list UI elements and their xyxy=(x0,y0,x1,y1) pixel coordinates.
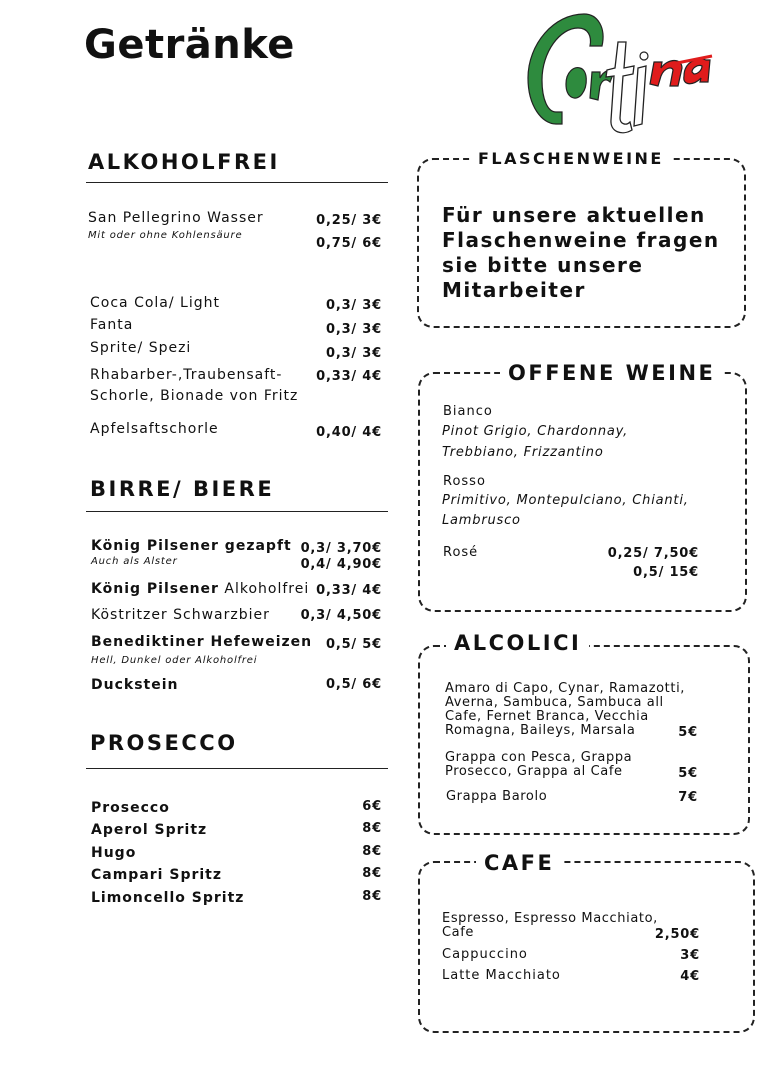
menu-item-name: Köstritzer Schwarzbier xyxy=(91,607,270,623)
menu-item-name-line2: Schorle, Bionade von Fritz xyxy=(90,388,299,404)
menu-item-name: Limoncello Spritz xyxy=(91,890,245,906)
wine-list: Lambrusco xyxy=(442,513,521,528)
menu-item-price: 8€ xyxy=(362,821,382,836)
wine-label-rose: Rosé xyxy=(443,545,479,560)
menu-item-price: 0,3/ 3€ xyxy=(326,298,382,313)
flaschenweine-text xyxy=(442,203,720,303)
menu-item-price: 0,3/ 3€ xyxy=(326,346,382,361)
alcolici-line: Cafe, Fernet Branca, Vecchia xyxy=(445,709,649,724)
menu-item-price: 0,75/ 6€ xyxy=(316,236,382,251)
menu-item-name: Fanta xyxy=(90,317,134,333)
menu-item-price: 0,33/ 4€ xyxy=(316,583,382,598)
cafe-item-name: Cappuccino xyxy=(442,947,528,962)
menu-item-name: Rhabarber-,Traubensaft- xyxy=(90,367,283,383)
page-title: Getränke xyxy=(84,22,295,68)
menu-item-price: 0,40/ 4€ xyxy=(316,425,382,440)
cafe-price: 4€ xyxy=(680,969,700,984)
wine-list: Trebbiano, Frizzantino xyxy=(442,445,604,460)
alcolici-line: Romagna, Baileys, Marsala xyxy=(445,723,636,738)
flaschenweine-line: Für unsere aktuellen xyxy=(442,203,706,227)
menu-item-price: 8€ xyxy=(362,844,382,859)
divider xyxy=(86,511,388,512)
cafe-item-name: Latte Macchiato xyxy=(442,968,561,983)
menu-item-note: Mit oder ohne Kohlensäure xyxy=(88,230,243,241)
section-heading-alkoholfrei: ALKOHOLFREI xyxy=(88,150,280,174)
menu-item-price: 0,5/ 6€ xyxy=(326,677,382,692)
cortina-logo xyxy=(522,6,714,136)
alcolici-group xyxy=(445,751,632,779)
menu-item-price: 8€ xyxy=(362,866,382,881)
menu-item-name: Prosecco xyxy=(91,800,170,816)
menu-item-price: 0,4/ 4,90€ xyxy=(300,557,382,572)
menu-item-name: San Pellegrino Wasser xyxy=(88,210,264,226)
alcolici-line: Grappa con Pesca, Grappa xyxy=(445,750,633,765)
box-heading-alcolici: ALCOLICI xyxy=(446,631,589,655)
wine-label-rosso: Rosso xyxy=(443,474,486,489)
menu-item-price: 0,3/ 4,50€ xyxy=(300,608,382,623)
menu-item-name: Apfelsaftschorle xyxy=(90,421,219,437)
menu-item-name: Sprite/ Spezi xyxy=(90,340,192,356)
menu-item-name: Benediktiner Hefeweizen xyxy=(91,634,313,650)
flaschenweine-line: sie bitte unsere xyxy=(442,253,644,277)
divider xyxy=(86,182,388,183)
menu-item-price: 6€ xyxy=(362,799,382,814)
menu-item-name-bold: König Pilsener xyxy=(91,581,219,597)
menu-item-name: Hugo xyxy=(91,845,137,861)
box-alcolici xyxy=(418,645,750,835)
flaschenweine-line: Mitarbeiter xyxy=(442,278,586,302)
alcolici-group xyxy=(445,682,685,738)
wine-list: Pinot Grigio, Chardonnay, xyxy=(442,424,629,439)
alcolici-line: Prosecco, Grappa al Cafe xyxy=(445,764,623,779)
wine-price: 0,25/ 7,50€ xyxy=(607,546,699,561)
menu-item-name-rest: Alkoholfrei xyxy=(218,581,310,597)
menu-item-note: Auch als Alster xyxy=(91,556,178,567)
alcolici-line: Grappa Barolo xyxy=(446,789,548,804)
cafe-item-name: Espresso, Espresso Macchiato, xyxy=(442,911,658,926)
menu-item-name xyxy=(91,581,309,597)
menu-item-name: Aperol Spritz xyxy=(91,822,208,838)
cafe-item-name-line2: Cafe xyxy=(442,925,475,940)
menu-item-price: 0,25/ 3€ xyxy=(316,213,382,228)
cafe-price: 3€ xyxy=(680,948,700,963)
wine-price: 0,5/ 15€ xyxy=(633,565,699,580)
section-heading-biere: BIRRE/ BIERE xyxy=(90,477,275,501)
alcolici-price: 5€ xyxy=(678,725,698,740)
menu-item-price: 0,33/ 4€ xyxy=(316,369,382,384)
alcolici-line: Averna, Sambuca, Sambuca all xyxy=(445,695,664,710)
menu-item-price: 8€ xyxy=(362,889,382,904)
cafe-price: 2,50€ xyxy=(654,927,700,942)
divider xyxy=(86,768,388,769)
alcolici-price: 7€ xyxy=(678,790,698,805)
menu-item-name: Campari Spritz xyxy=(91,867,223,883)
box-heading-offene-weine: OFFENE WEINE xyxy=(500,361,723,385)
menu-item-name: König Pilsener gezapft xyxy=(91,538,292,554)
menu-item-name: Coca Cola/ Light xyxy=(90,295,220,311)
menu-item-price: 0,3/ 3,70€ xyxy=(300,541,382,556)
alcolici-line: Amaro di Capo, Cynar, Ramazotti, xyxy=(445,681,686,696)
wine-list: Primitivo, Montepulciano, Chianti, xyxy=(442,493,689,508)
section-heading-prosecco: PROSECCO xyxy=(90,731,238,755)
wine-label-bianco: Bianco xyxy=(443,404,493,419)
flaschenweine-line: Flaschenweine fragen xyxy=(442,228,720,252)
box-heading-cafe: CAFE xyxy=(476,851,562,875)
menu-item-price: 0,5/ 5€ xyxy=(326,637,382,652)
alcolici-price: 5€ xyxy=(678,766,698,781)
menu-item-price: 0,3/ 3€ xyxy=(326,322,382,337)
menu-item-note: Hell, Dunkel oder Alkoholfrei xyxy=(91,655,258,666)
box-heading-flaschenweine: FLASCHENWEINE xyxy=(470,149,672,168)
menu-item-name: Duckstein xyxy=(91,677,179,693)
